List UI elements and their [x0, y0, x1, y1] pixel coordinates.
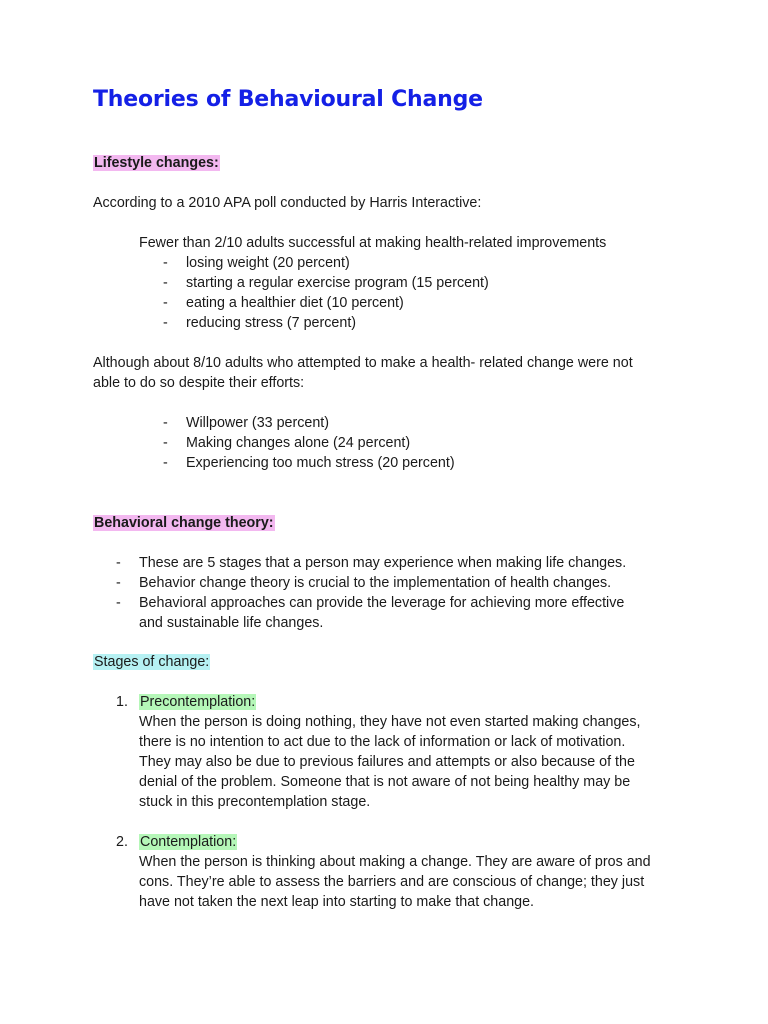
page-title: Theories of Behavioural Change: [93, 87, 483, 112]
although-paragraph-line2: able to do so despite their efforts:: [93, 375, 305, 391]
list-item: - reducing stress (7 percent): [163, 315, 357, 331]
stage-number: 2.: [116, 834, 128, 850]
list-item: - losing weight (20 percent): [163, 255, 350, 271]
stage-name: Precontemplation:: [140, 694, 256, 710]
stage-description-line: cons. They’re able to assess the barriers and are conscious of change; they just: [139, 874, 645, 890]
stage-description-line: When the person is doing nothing, they have not even started making changes,: [139, 714, 641, 730]
lifestyle-heading-text: Lifestyle changes:: [94, 155, 219, 171]
stage-description-line: stuck in this precontemplation stage.: [139, 794, 371, 810]
stage-item-precontemplation: [116, 692, 641, 812]
barriers-list: [163, 413, 455, 473]
stage-description-line: have not taken the next leap into starting to make that change.: [139, 894, 535, 910]
dash-bullet: -: [163, 295, 168, 311]
behavioral-heading: [93, 513, 275, 533]
improvements-list: [163, 253, 489, 333]
dash-bullet: -: [163, 435, 168, 451]
stage-number: 1.: [116, 694, 128, 710]
stage-description-line: there is no intention to act due to the lack of information or lack of motivation.: [139, 734, 626, 750]
stages-heading: [93, 652, 210, 672]
lifestyle-intro: According to a 2010 APA poll conducted by Harris Interactive:: [93, 195, 482, 211]
behavioral-heading-text: Behavioral change theory:: [94, 515, 274, 531]
behavioral-points-list: [116, 553, 627, 633]
dash-bullet: -: [116, 575, 121, 591]
stage-item-contemplation: [116, 832, 651, 912]
dash-bullet: -: [116, 555, 121, 571]
dash-bullet: -: [163, 255, 168, 271]
list-item: - Behavioral approaches can provide the leverage for achieving more effective: [116, 595, 625, 611]
dash-bullet: -: [163, 415, 168, 431]
list-item: - starting a regular exercise program (15 percent): [163, 275, 489, 291]
list-item: - Willpower (33 percent): [163, 415, 330, 431]
list-item: - Behavior change theory is crucial to the implementation of health changes.: [116, 575, 612, 591]
dash-bullet: -: [163, 315, 168, 331]
lifestyle-stat: Fewer than 2/10 adults successful at making health-related improvements: [139, 235, 607, 251]
list-item: - These are 5 stages that a person may experience when making life changes.: [116, 555, 627, 571]
stage-description-line: denial of the problem. Someone that is not aware of not being healthy may be: [139, 774, 631, 790]
list-item: - Experiencing too much stress (20 percent): [163, 455, 455, 471]
dash-bullet: -: [163, 275, 168, 291]
stage-description-line: They may also be due to previous failures and attempts or also because of the: [139, 754, 635, 770]
lifestyle-heading: [93, 153, 220, 173]
dash-bullet: -: [116, 595, 121, 611]
stages-heading-text: Stages of change:: [94, 654, 210, 670]
although-paragraph-line1: Although about 8/10 adults who attempted to make a health- related change were not: [93, 355, 633, 371]
stage-description-line: When the person is thinking about making a change. They are aware of pros and: [139, 854, 651, 870]
list-item: - eating a healthier diet (10 percent): [163, 295, 404, 311]
stage-name: Contemplation:: [140, 834, 237, 850]
list-item-continuation: and sustainable life changes.: [139, 615, 324, 631]
list-item: - Making changes alone (24 percent): [163, 435, 411, 451]
dash-bullet: -: [163, 455, 168, 471]
